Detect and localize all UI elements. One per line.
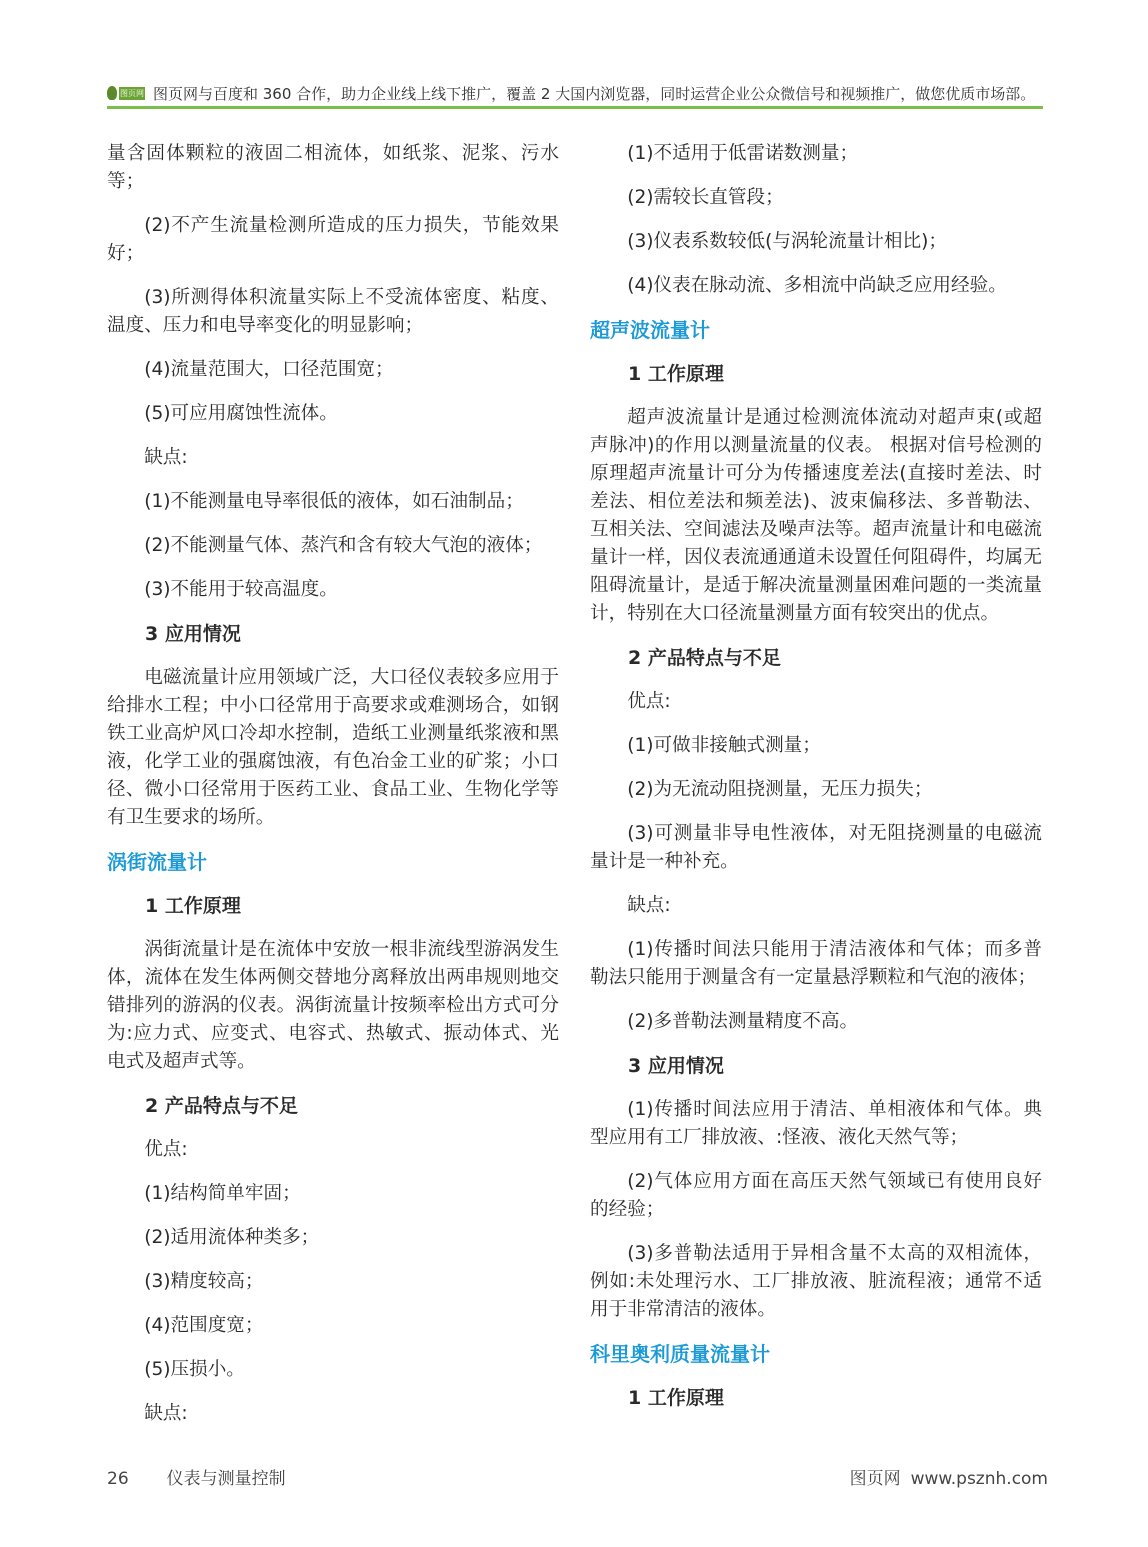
subsection-heading: 1 工作原理	[628, 1387, 724, 1409]
paragraph: (1)传播时间法只能用于清洁液体和气体；而多普勒法只能用于测量含有一定量悬浮颗粒和气泡的液体；	[590, 939, 1042, 988]
paragraph: (3)可测量非导电性液体，对无阻挠测量的电磁流量计是一种补充。	[590, 823, 1042, 872]
paragraph: (1)不适用于低雷诺数测量；	[627, 143, 859, 164]
paragraph: (2)不产生流量检测所造成的压力损失，节能效果好；	[107, 215, 559, 264]
section-title: 科里奥利质量流量计	[590, 1342, 770, 1366]
subsection-heading: 2 产品特点与不足	[145, 1095, 298, 1117]
paragraph: (2)多普勒法测量精度不高。	[627, 1011, 859, 1032]
paragraph: (2)需较长直管段；	[627, 187, 784, 208]
subsection-heading: 2 产品特点与不足	[628, 647, 781, 669]
paragraph: 超声波流量计是通过检测流体流动对超声束(或超声脉冲)的作用以测量流量的仪表。 根据对信号检测的原理超声流量计可分为传播速度差法(直接时差法、时差法、相位差法和频差法)、波束偏移法、多普勒法、互相关法、空间滤法及噪声法等。超声流量计和电磁流量计一样，因仪表流通通道未设置任何阻碍件，均属无阻碍流量计，是适于解决流量测量困难问题的一类流量计，特别在大口径流量测量方面有较突出的优点。	[590, 407, 1042, 624]
leaf-icon	[107, 86, 117, 100]
journal-name: 仪表与测量控制	[166, 1469, 286, 1489]
paragraph: (4)范围度宽；	[144, 1315, 264, 1336]
subsection-heading: 1 工作原理	[628, 363, 724, 385]
site-url[interactable]: www.psznh.com	[910, 1469, 1048, 1489]
footer-left	[107, 1464, 324, 1489]
right-column	[590, 140, 1042, 1428]
paragraph: 优点:	[144, 1139, 188, 1160]
page-header	[107, 80, 1043, 109]
left-column	[107, 140, 559, 1444]
paragraph: (3)精度较高；	[144, 1271, 264, 1292]
paragraph: (3)仪表系数较低(与涡轮流量计相比)；	[627, 231, 947, 252]
paragraph: (4)流量范围大，口径范围宽；	[144, 359, 394, 380]
paragraph: 缺点:	[144, 1403, 188, 1424]
subsection-heading: 3 应用情况	[628, 1055, 724, 1077]
paragraph: (5)可应用腐蚀性流体。	[144, 403, 338, 424]
paragraph: (2)不能测量气体、蒸汽和含有较大气泡的液体；	[144, 535, 543, 556]
page-number: 26	[107, 1469, 129, 1489]
site-logo	[107, 84, 147, 102]
section-title: 超声波流量计	[590, 318, 710, 342]
paragraph: (1)不能测量电导率很低的液体，如石油制品；	[144, 491, 524, 512]
paragraph: 优点:	[627, 691, 671, 712]
paragraph: (3)所测得体积流量实际上不受流体密度、粘度、温度、压力和电导率变化的明显影响；	[107, 287, 559, 336]
paragraph: 量含固体颗粒的液固二相流体，如纸浆、泥浆、污水等；	[107, 143, 559, 192]
paragraph: (2)气体应用方面在高压天然气领域已有使用良好的经验；	[590, 1171, 1042, 1220]
paragraph: 缺点:	[627, 895, 671, 916]
paragraph: (5)压损小。	[144, 1359, 245, 1380]
header-banner: 图页网与百度和 360 合作，助力企业线上线下推广，覆盖 2 大国内浏览器，同时运营企业公众微信号和视频推广，做您优质市场部。	[153, 84, 1036, 103]
site-name: 图页网	[849, 1469, 901, 1489]
subsection-heading: 1 工作原理	[145, 895, 241, 917]
logo-text: 图页网	[120, 88, 144, 98]
paragraph: (2)适用流体种类多；	[144, 1227, 320, 1248]
paragraph: (1)结构简单牢固；	[144, 1183, 301, 1204]
paragraph: (1)传播时间法应用于清洁、单相液体和气体。典型应用有工厂排放液、:怪液、液化天然气等；	[590, 1099, 1042, 1148]
paragraph: (1)可做非接触式测量；	[627, 735, 821, 756]
paragraph: (3)不能用于较高温度。	[144, 579, 338, 600]
paragraph: 电磁流量计应用领域广泛，大口径仪表较多应用于给排水工程；中小口径常用于高要求或难测场合，如钢铁工业高炉风口冷却水控制，造纸工业测量纸浆液和黑液，化学工业的强腐蚀液，有色冶金工业的矿浆；小口径、微小口径常用于医药工业、食品工业、生物化学等有卫生要求的场所。	[107, 667, 559, 828]
paragraph: 缺点:	[144, 447, 188, 468]
paragraph: (4)仪表在脉动流、多相流中尚缺乏应用经验。	[627, 275, 1007, 296]
footer-right	[850, 1464, 1048, 1489]
paragraph: (3)多普勒法适用于异相含量不太高的双相流体，例如:未处理污水、工厂排放液、脏流程液；通常不适用于非常清洁的液体。	[590, 1243, 1042, 1320]
paragraph: 涡街流量计是在流体中安放一根非流线型游涡发生体，流体在发生体两侧交替地分离释放出两串规则地交错排列的游涡的仪表。涡街流量计按频率检出方式可分为:应力式、应变式、电容式、热敏式、振动体式、光电式及超声式等。	[107, 939, 559, 1072]
subsection-heading: 3 应用情况	[145, 623, 241, 645]
paragraph: (2)为无流动阻挠测量，无压力损失；	[627, 779, 933, 800]
section-title: 涡街流量计	[107, 850, 207, 874]
